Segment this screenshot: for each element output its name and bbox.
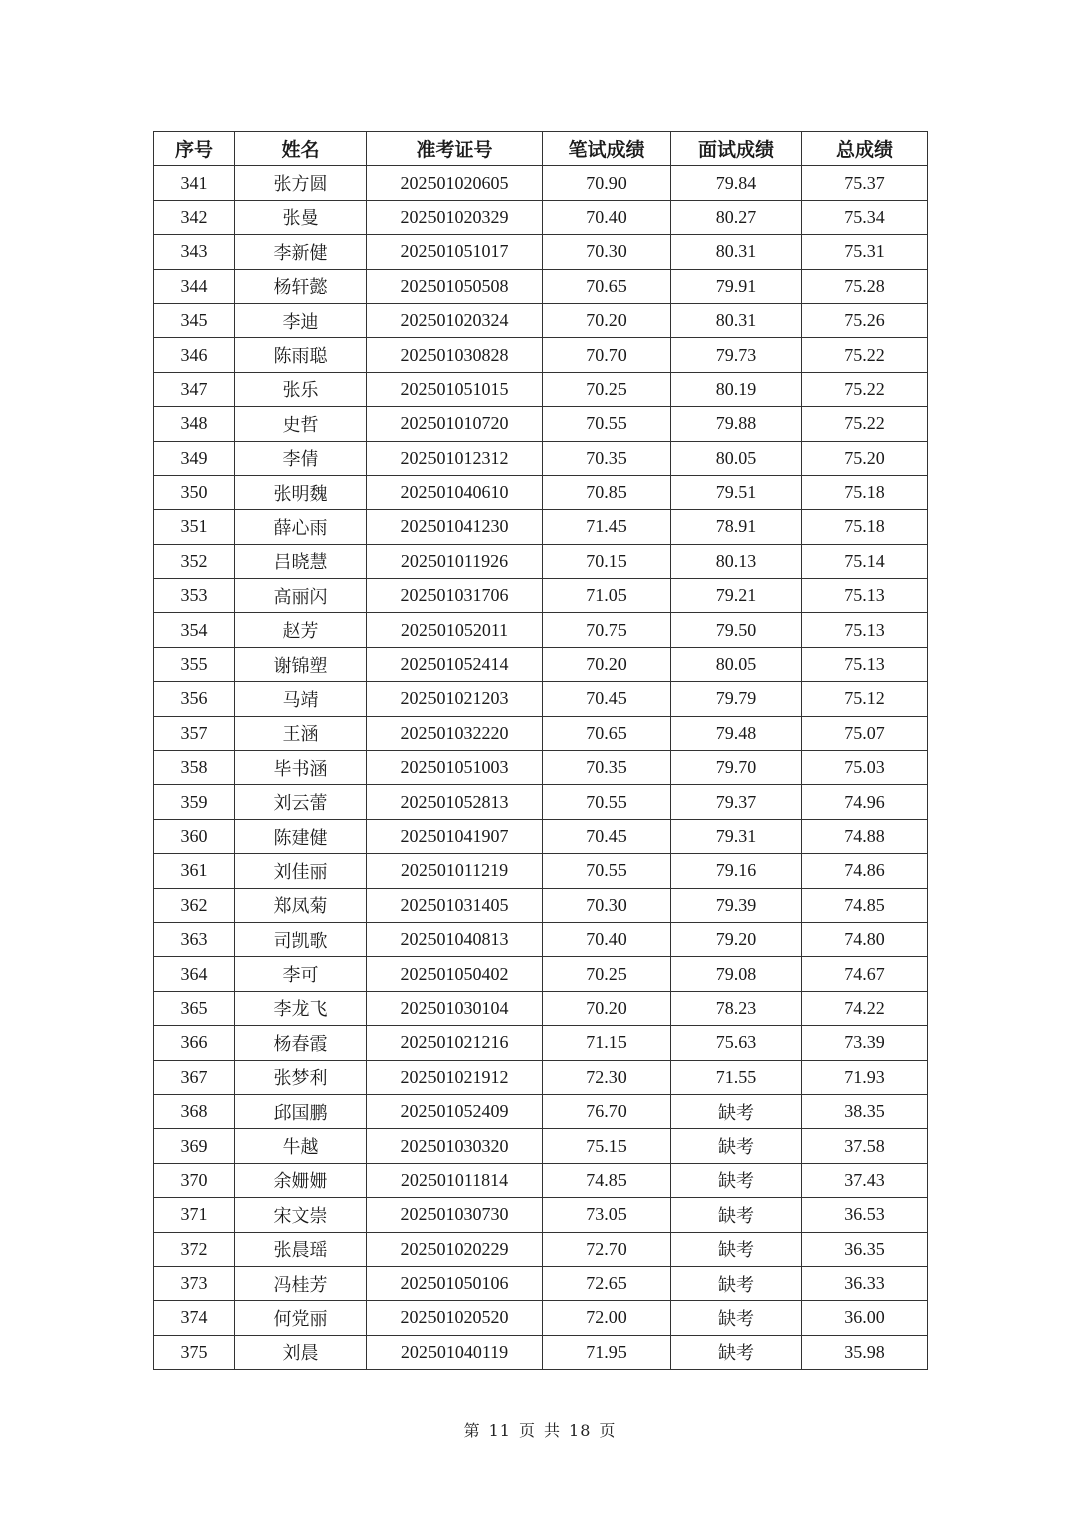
cell-written-score: 70.55 bbox=[543, 854, 671, 888]
cell-name: 牛越 bbox=[235, 1129, 367, 1163]
cell-serial: 358 bbox=[154, 751, 235, 785]
table-row bbox=[154, 716, 928, 750]
cell-interview-score: 80.19 bbox=[671, 372, 802, 406]
cell-total-score: 75.31 bbox=[802, 235, 928, 269]
cell-interview-score: 79.51 bbox=[671, 475, 802, 509]
cell-written-score: 70.15 bbox=[543, 544, 671, 578]
cell-name: 李新健 bbox=[235, 235, 367, 269]
cell-total-score: 75.13 bbox=[802, 647, 928, 681]
cell-serial: 349 bbox=[154, 441, 235, 475]
cell-total-score: 37.43 bbox=[802, 1163, 928, 1197]
cell-total-score: 74.67 bbox=[802, 957, 928, 991]
cell-name: 陈建健 bbox=[235, 819, 367, 853]
cell-interview-score: 75.63 bbox=[671, 1026, 802, 1060]
table-row bbox=[154, 200, 928, 234]
cell-exam-id: 202501052813 bbox=[367, 785, 543, 819]
cell-total-score: 74.80 bbox=[802, 922, 928, 956]
cell-serial: 354 bbox=[154, 613, 235, 647]
cell-name: 杨轩懿 bbox=[235, 269, 367, 303]
cell-name: 谢锦塑 bbox=[235, 647, 367, 681]
cell-name: 史哲 bbox=[235, 407, 367, 441]
table-row bbox=[154, 922, 928, 956]
cell-written-score: 75.15 bbox=[543, 1129, 671, 1163]
cell-serial: 341 bbox=[154, 166, 235, 200]
cell-interview-score: 缺考 bbox=[671, 1129, 802, 1163]
cell-serial: 355 bbox=[154, 647, 235, 681]
cell-interview-score: 缺考 bbox=[671, 1232, 802, 1266]
table-row bbox=[154, 579, 928, 613]
cell-total-score: 75.22 bbox=[802, 338, 928, 372]
cell-serial: 348 bbox=[154, 407, 235, 441]
footer-total-pages: 18 bbox=[569, 1421, 592, 1440]
cell-exam-id: 202501052409 bbox=[367, 1094, 543, 1128]
cell-serial: 372 bbox=[154, 1232, 235, 1266]
cell-interview-score: 缺考 bbox=[671, 1163, 802, 1197]
cell-name: 冯桂芳 bbox=[235, 1266, 367, 1300]
cell-total-score: 73.39 bbox=[802, 1026, 928, 1060]
header-written-score: 笔试成绩 bbox=[543, 132, 671, 166]
cell-interview-score: 79.84 bbox=[671, 166, 802, 200]
cell-exam-id: 202501012312 bbox=[367, 441, 543, 475]
cell-name: 毕书涵 bbox=[235, 751, 367, 785]
cell-interview-score: 79.50 bbox=[671, 613, 802, 647]
cell-total-score: 75.18 bbox=[802, 475, 928, 509]
table-header bbox=[154, 132, 928, 166]
cell-interview-score: 80.31 bbox=[671, 303, 802, 337]
cell-serial: 364 bbox=[154, 957, 235, 991]
header-interview-score: 面试成绩 bbox=[671, 132, 802, 166]
cell-exam-id: 202501052414 bbox=[367, 647, 543, 681]
cell-total-score: 75.37 bbox=[802, 166, 928, 200]
cell-interview-score: 79.73 bbox=[671, 338, 802, 372]
table-row bbox=[154, 613, 928, 647]
cell-exam-id: 202501011814 bbox=[367, 1163, 543, 1197]
cell-serial: 342 bbox=[154, 200, 235, 234]
cell-written-score: 72.65 bbox=[543, 1266, 671, 1300]
cell-written-score: 70.45 bbox=[543, 682, 671, 716]
cell-interview-score: 79.39 bbox=[671, 888, 802, 922]
table-row bbox=[154, 1301, 928, 1335]
cell-exam-id: 202501040119 bbox=[367, 1335, 543, 1369]
cell-written-score: 70.90 bbox=[543, 166, 671, 200]
cell-serial: 343 bbox=[154, 235, 235, 269]
cell-written-score: 70.55 bbox=[543, 407, 671, 441]
header-exam-id: 准考证号 bbox=[367, 132, 543, 166]
cell-serial: 350 bbox=[154, 475, 235, 509]
cell-total-score: 36.35 bbox=[802, 1232, 928, 1266]
cell-exam-id: 202501010720 bbox=[367, 407, 543, 441]
cell-exam-id: 202501021912 bbox=[367, 1060, 543, 1094]
table-row bbox=[154, 1335, 928, 1369]
cell-interview-score: 71.55 bbox=[671, 1060, 802, 1094]
cell-interview-score: 缺考 bbox=[671, 1094, 802, 1128]
cell-written-score: 70.85 bbox=[543, 475, 671, 509]
table-row bbox=[154, 751, 928, 785]
cell-exam-id: 202501030104 bbox=[367, 991, 543, 1025]
cell-interview-score: 79.08 bbox=[671, 957, 802, 991]
cell-written-score: 70.35 bbox=[543, 751, 671, 785]
footer-total-prefix: 共 bbox=[544, 1421, 562, 1440]
cell-name: 赵芳 bbox=[235, 613, 367, 647]
cell-exam-id: 202501020329 bbox=[367, 200, 543, 234]
table-row bbox=[154, 957, 928, 991]
cell-written-score: 74.85 bbox=[543, 1163, 671, 1197]
cell-name: 何党丽 bbox=[235, 1301, 367, 1335]
cell-serial: 362 bbox=[154, 888, 235, 922]
cell-total-score: 74.96 bbox=[802, 785, 928, 819]
cell-name: 高丽闪 bbox=[235, 579, 367, 613]
cell-written-score: 72.00 bbox=[543, 1301, 671, 1335]
cell-serial: 347 bbox=[154, 372, 235, 406]
table-row bbox=[154, 854, 928, 888]
cell-name: 刘云蕾 bbox=[235, 785, 367, 819]
table-row bbox=[154, 1266, 928, 1300]
cell-interview-score: 78.23 bbox=[671, 991, 802, 1025]
cell-total-score: 75.34 bbox=[802, 200, 928, 234]
cell-total-score: 36.53 bbox=[802, 1198, 928, 1232]
cell-interview-score: 79.70 bbox=[671, 751, 802, 785]
cell-interview-score: 80.13 bbox=[671, 544, 802, 578]
cell-written-score: 70.20 bbox=[543, 991, 671, 1025]
cell-written-score: 70.30 bbox=[543, 888, 671, 922]
cell-exam-id: 202501031405 bbox=[367, 888, 543, 922]
table-row bbox=[154, 991, 928, 1025]
cell-exam-id: 202501030730 bbox=[367, 1198, 543, 1232]
cell-name: 张乐 bbox=[235, 372, 367, 406]
cell-total-score: 75.13 bbox=[802, 613, 928, 647]
cell-serial: 370 bbox=[154, 1163, 235, 1197]
cell-total-score: 75.26 bbox=[802, 303, 928, 337]
cell-name: 王涵 bbox=[235, 716, 367, 750]
cell-serial: 363 bbox=[154, 922, 235, 956]
cell-written-score: 70.20 bbox=[543, 647, 671, 681]
table-row bbox=[154, 510, 928, 544]
cell-total-score: 74.88 bbox=[802, 819, 928, 853]
table-row bbox=[154, 1060, 928, 1094]
cell-name: 陈雨聪 bbox=[235, 338, 367, 372]
cell-exam-id: 202501050402 bbox=[367, 957, 543, 991]
cell-exam-id: 202501050106 bbox=[367, 1266, 543, 1300]
header-row bbox=[154, 132, 928, 166]
cell-exam-id: 202501040813 bbox=[367, 922, 543, 956]
cell-interview-score: 79.37 bbox=[671, 785, 802, 819]
cell-name: 马靖 bbox=[235, 682, 367, 716]
cell-serial: 365 bbox=[154, 991, 235, 1025]
cell-total-score: 75.07 bbox=[802, 716, 928, 750]
cell-exam-id: 202501041907 bbox=[367, 819, 543, 853]
cell-written-score: 70.75 bbox=[543, 613, 671, 647]
table-row bbox=[154, 1232, 928, 1266]
table-row bbox=[154, 269, 928, 303]
cell-total-score: 38.35 bbox=[802, 1094, 928, 1128]
cell-interview-score: 79.88 bbox=[671, 407, 802, 441]
cell-exam-id: 202501041230 bbox=[367, 510, 543, 544]
header-name: 姓名 bbox=[235, 132, 367, 166]
cell-interview-score: 80.27 bbox=[671, 200, 802, 234]
cell-total-score: 74.85 bbox=[802, 888, 928, 922]
cell-written-score: 70.25 bbox=[543, 372, 671, 406]
cell-name: 邱国鹏 bbox=[235, 1094, 367, 1128]
cell-serial: 373 bbox=[154, 1266, 235, 1300]
cell-name: 杨春霞 bbox=[235, 1026, 367, 1060]
cell-name: 李迪 bbox=[235, 303, 367, 337]
cell-name: 刘佳丽 bbox=[235, 854, 367, 888]
cell-name: 张明魏 bbox=[235, 475, 367, 509]
score-table bbox=[153, 131, 928, 1370]
cell-written-score: 70.40 bbox=[543, 200, 671, 234]
table-row bbox=[154, 372, 928, 406]
cell-name: 李龙飞 bbox=[235, 991, 367, 1025]
table-row bbox=[154, 1129, 928, 1163]
table-row bbox=[154, 475, 928, 509]
cell-serial: 374 bbox=[154, 1301, 235, 1335]
cell-interview-score: 80.05 bbox=[671, 441, 802, 475]
footer-total-unit: 页 bbox=[599, 1421, 617, 1440]
cell-serial: 367 bbox=[154, 1060, 235, 1094]
cell-exam-id: 202501030320 bbox=[367, 1129, 543, 1163]
cell-exam-id: 202501020229 bbox=[367, 1232, 543, 1266]
header-serial: 序号 bbox=[154, 132, 235, 166]
cell-written-score: 70.30 bbox=[543, 235, 671, 269]
cell-name: 余姗姗 bbox=[235, 1163, 367, 1197]
cell-serial: 356 bbox=[154, 682, 235, 716]
cell-serial: 368 bbox=[154, 1094, 235, 1128]
table-row bbox=[154, 785, 928, 819]
cell-written-score: 72.70 bbox=[543, 1232, 671, 1266]
cell-name: 刘晨 bbox=[235, 1335, 367, 1369]
table-row bbox=[154, 338, 928, 372]
cell-exam-id: 202501040610 bbox=[367, 475, 543, 509]
cell-exam-id: 202501051015 bbox=[367, 372, 543, 406]
cell-exam-id: 202501021203 bbox=[367, 682, 543, 716]
cell-name: 张晨瑶 bbox=[235, 1232, 367, 1266]
cell-written-score: 70.35 bbox=[543, 441, 671, 475]
cell-serial: 353 bbox=[154, 579, 235, 613]
cell-total-score: 75.20 bbox=[802, 441, 928, 475]
cell-serial: 366 bbox=[154, 1026, 235, 1060]
cell-written-score: 76.70 bbox=[543, 1094, 671, 1128]
cell-interview-score: 79.91 bbox=[671, 269, 802, 303]
cell-written-score: 70.20 bbox=[543, 303, 671, 337]
cell-serial: 346 bbox=[154, 338, 235, 372]
cell-serial: 359 bbox=[154, 785, 235, 819]
cell-exam-id: 202501052011 bbox=[367, 613, 543, 647]
cell-exam-id: 202501020520 bbox=[367, 1301, 543, 1335]
cell-total-score: 75.22 bbox=[802, 372, 928, 406]
cell-exam-id: 202501020324 bbox=[367, 303, 543, 337]
table-row bbox=[154, 544, 928, 578]
cell-name: 张方圆 bbox=[235, 166, 367, 200]
table-row bbox=[154, 682, 928, 716]
cell-written-score: 70.40 bbox=[543, 922, 671, 956]
cell-serial: 352 bbox=[154, 544, 235, 578]
cell-interview-score: 80.05 bbox=[671, 647, 802, 681]
cell-total-score: 75.28 bbox=[802, 269, 928, 303]
table-row bbox=[154, 303, 928, 337]
cell-total-score: 75.13 bbox=[802, 579, 928, 613]
cell-interview-score: 缺考 bbox=[671, 1301, 802, 1335]
table-row bbox=[154, 1094, 928, 1128]
cell-interview-score: 缺考 bbox=[671, 1335, 802, 1369]
cell-written-score: 70.45 bbox=[543, 819, 671, 853]
cell-interview-score: 79.48 bbox=[671, 716, 802, 750]
table-row bbox=[154, 1026, 928, 1060]
cell-interview-score: 79.21 bbox=[671, 579, 802, 613]
cell-serial: 360 bbox=[154, 819, 235, 853]
cell-exam-id: 202501051017 bbox=[367, 235, 543, 269]
page-footer bbox=[0, 1418, 1080, 1441]
cell-exam-id: 202501020605 bbox=[367, 166, 543, 200]
header-total-score: 总成绩 bbox=[802, 132, 928, 166]
cell-total-score: 75.22 bbox=[802, 407, 928, 441]
cell-written-score: 70.25 bbox=[543, 957, 671, 991]
table-row bbox=[154, 407, 928, 441]
cell-written-score: 70.55 bbox=[543, 785, 671, 819]
cell-written-score: 71.95 bbox=[543, 1335, 671, 1369]
cell-interview-score: 79.16 bbox=[671, 854, 802, 888]
cell-exam-id: 202501050508 bbox=[367, 269, 543, 303]
cell-written-score: 73.05 bbox=[543, 1198, 671, 1232]
cell-name: 司凯歌 bbox=[235, 922, 367, 956]
cell-written-score: 70.65 bbox=[543, 716, 671, 750]
cell-total-score: 36.33 bbox=[802, 1266, 928, 1300]
cell-serial: 371 bbox=[154, 1198, 235, 1232]
cell-written-score: 70.70 bbox=[543, 338, 671, 372]
cell-interview-score: 79.20 bbox=[671, 922, 802, 956]
cell-name: 张梦利 bbox=[235, 1060, 367, 1094]
cell-name: 吕晓慧 bbox=[235, 544, 367, 578]
cell-exam-id: 202501032220 bbox=[367, 716, 543, 750]
cell-name: 李倩 bbox=[235, 441, 367, 475]
cell-serial: 344 bbox=[154, 269, 235, 303]
cell-written-score: 72.30 bbox=[543, 1060, 671, 1094]
cell-name: 张曼 bbox=[235, 200, 367, 234]
table-row bbox=[154, 647, 928, 681]
cell-written-score: 71.15 bbox=[543, 1026, 671, 1060]
cell-exam-id: 202501030828 bbox=[367, 338, 543, 372]
cell-total-score: 71.93 bbox=[802, 1060, 928, 1094]
cell-total-score: 75.03 bbox=[802, 751, 928, 785]
table-row bbox=[154, 819, 928, 853]
table-row bbox=[154, 1198, 928, 1232]
table-row bbox=[154, 235, 928, 269]
cell-written-score: 70.65 bbox=[543, 269, 671, 303]
table-row bbox=[154, 441, 928, 475]
cell-exam-id: 202501031706 bbox=[367, 579, 543, 613]
cell-serial: 361 bbox=[154, 854, 235, 888]
cell-exam-id: 202501051003 bbox=[367, 751, 543, 785]
footer-prefix: 第 bbox=[463, 1421, 481, 1440]
cell-name: 宋文崇 bbox=[235, 1198, 367, 1232]
cell-total-score: 75.12 bbox=[802, 682, 928, 716]
table-row bbox=[154, 166, 928, 200]
cell-exam-id: 202501011926 bbox=[367, 544, 543, 578]
cell-total-score: 35.98 bbox=[802, 1335, 928, 1369]
cell-name: 李可 bbox=[235, 957, 367, 991]
table-row bbox=[154, 1163, 928, 1197]
cell-interview-score: 79.31 bbox=[671, 819, 802, 853]
cell-interview-score: 缺考 bbox=[671, 1266, 802, 1300]
cell-total-score: 75.14 bbox=[802, 544, 928, 578]
cell-name: 郑凤菊 bbox=[235, 888, 367, 922]
cell-exam-id: 202501011219 bbox=[367, 854, 543, 888]
cell-total-score: 36.00 bbox=[802, 1301, 928, 1335]
cell-serial: 375 bbox=[154, 1335, 235, 1369]
cell-interview-score: 78.91 bbox=[671, 510, 802, 544]
cell-interview-score: 79.79 bbox=[671, 682, 802, 716]
cell-written-score: 71.45 bbox=[543, 510, 671, 544]
cell-name: 薛心雨 bbox=[235, 510, 367, 544]
cell-interview-score: 80.31 bbox=[671, 235, 802, 269]
cell-serial: 345 bbox=[154, 303, 235, 337]
cell-serial: 357 bbox=[154, 716, 235, 750]
footer-page-unit: 页 bbox=[518, 1421, 536, 1440]
table-row bbox=[154, 888, 928, 922]
cell-exam-id: 202501021216 bbox=[367, 1026, 543, 1060]
cell-interview-score: 缺考 bbox=[671, 1198, 802, 1232]
cell-total-score: 74.22 bbox=[802, 991, 928, 1025]
cell-serial: 351 bbox=[154, 510, 235, 544]
cell-total-score: 74.86 bbox=[802, 854, 928, 888]
cell-written-score: 71.05 bbox=[543, 579, 671, 613]
footer-page-number: 11 bbox=[488, 1421, 511, 1440]
table-body bbox=[154, 166, 928, 1370]
cell-total-score: 75.18 bbox=[802, 510, 928, 544]
cell-serial: 369 bbox=[154, 1129, 235, 1163]
cell-total-score: 37.58 bbox=[802, 1129, 928, 1163]
